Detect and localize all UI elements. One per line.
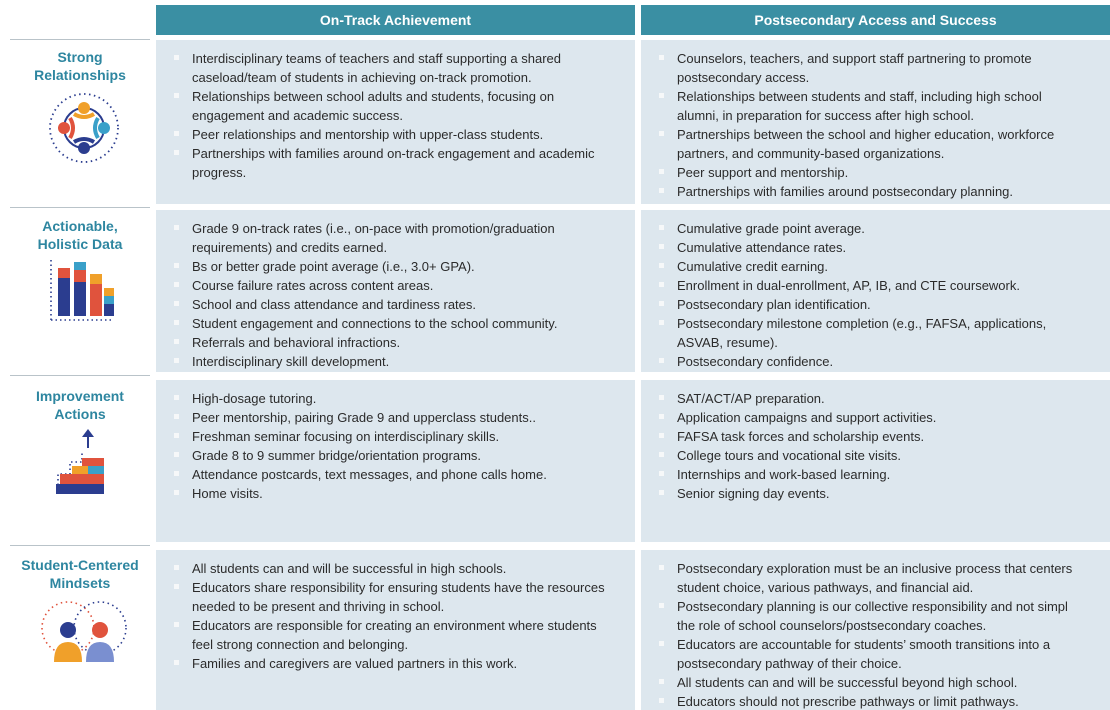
two-people-icon (38, 600, 130, 668)
row-label-line: Improvement (36, 388, 124, 404)
cell-relationships-on-track (156, 40, 635, 204)
list-item: Internships and work-based learning. (677, 465, 1110, 484)
list-item: Postsecondary milestone completion (e.g., FAFSA, applications, ASVAB, resume). (677, 314, 1110, 352)
list-item: Educators share responsibility for ensuring students have the resources needed to be present and thriving in school. (192, 578, 621, 616)
list-item: Freshman seminar focusing on interdisciplinary skills. (192, 427, 621, 446)
list-item: Peer relationships and mentorship with upper-class students. (192, 125, 621, 144)
list-item: Educators are responsible for creating an environment where students feel strong connection and belonging. (192, 616, 621, 654)
list-item: Course failure rates across content areas. (192, 276, 621, 295)
list-item: Interdisciplinary skill development. (192, 352, 621, 371)
list-item: Bs or better grade point average (i.e., 3.0+ GPA). (192, 257, 621, 276)
row-label-actionable-data (10, 217, 150, 253)
list-item: Cumulative credit earning. (677, 257, 1110, 276)
row-label-line: Mindsets (49, 575, 111, 591)
column-header-on-track: On-Track Achievement (156, 5, 635, 35)
list-item: Attendance postcards, text messages, and phone calls home. (192, 465, 621, 484)
list-item: School and class attendance and tardiness rates. (192, 295, 621, 314)
list-item: Postsecondary planning is our collective responsibility and not simpl the role of school counselors/postsecondary coaches. (677, 597, 1110, 635)
row-divider (10, 207, 150, 208)
row-label-line: Actions (54, 406, 106, 422)
list-item: Student engagement and connections to the school community. (192, 314, 621, 333)
row-label-line: Actionable, (42, 218, 118, 234)
row-label-line: Relationships (34, 67, 126, 83)
list-item: Partnerships between the school and higher education, workforce partners, and community-based organizations. (677, 125, 1110, 163)
people-circle-icon (46, 90, 122, 166)
row-label-strong-relationships (10, 48, 150, 84)
list-item: Interdisciplinary teams of teachers and staff supporting a shared caseload/team of students in achieving on-track promotion. (192, 49, 621, 87)
stairs-arrow-icon (52, 428, 110, 498)
list-item: Home visits. (192, 484, 621, 503)
list-item: Postsecondary plan identification. (677, 295, 1110, 314)
list-item: Educators are accountable for students’ smooth transitions into a postsecondary pathway of their choice. (677, 635, 1110, 673)
row-label-line: Student-Centered (21, 557, 139, 573)
list-item: Partnerships with families around on-track engagement and academic progress. (192, 144, 621, 182)
list-item: Enrollment in dual-enrollment, AP, IB, and CTE coursework. (677, 276, 1110, 295)
list-item: Referrals and behavioral infractions. (192, 333, 621, 352)
list-item: Partnerships with families around postsecondary planning. (677, 182, 1110, 201)
list-item: Educators should not prescribe pathways or limit pathways. (677, 692, 1110, 710)
list-item: Grade 9 on-track rates (i.e., on-pace with promotion/graduation requirements) and credits earned. (192, 219, 621, 257)
cell-data-on-track (156, 210, 635, 372)
list-item: All students can and will be successful in high schools. (192, 559, 621, 578)
cell-actions-on-track (156, 380, 635, 542)
list-item: Peer mentorship, pairing Grade 9 and upperclass students.. (192, 408, 621, 427)
row-label-line: Holistic Data (37, 236, 123, 252)
list-item: Relationships between students and staff, including high school alumni, in preparation for success after high school. (677, 87, 1110, 125)
list-item: Postsecondary confidence. (677, 352, 1110, 371)
list-item: Relationships between school adults and students, focusing on engagement and academic success. (192, 87, 621, 125)
list-item: Cumulative attendance rates. (677, 238, 1110, 257)
row-label-improvement-actions (10, 387, 150, 423)
list-item: FAFSA task forces and scholarship events. (677, 427, 1110, 446)
bar-chart-icon (48, 258, 118, 324)
list-item: All students can and will be successful beyond high school. (677, 673, 1110, 692)
column-header-postsecondary: Postsecondary Access and Success (641, 5, 1110, 35)
cell-mindsets-on-track (156, 550, 635, 710)
list-item: Counselors, teachers, and support staff partnering to promote postsecondary access. (677, 49, 1110, 87)
row-divider (10, 39, 150, 40)
list-item: Senior signing day events. (677, 484, 1110, 503)
list-item: Application campaigns and support activities. (677, 408, 1110, 427)
list-item: Cumulative grade point average. (677, 219, 1110, 238)
row-divider (10, 545, 150, 546)
list-item: Postsecondary exploration must be an inclusive process that centers student choice, various pathways, and financial aid. (677, 559, 1110, 597)
list-item: High-dosage tutoring. (192, 389, 621, 408)
list-item: College tours and vocational site visits. (677, 446, 1110, 465)
row-label-line: Strong (57, 49, 103, 65)
list-item: Families and caregivers are valued partners in this work. (192, 654, 621, 673)
cell-relationships-postsecondary (641, 40, 1110, 204)
cell-mindsets-postsecondary (641, 550, 1110, 710)
list-item: Peer support and mentorship. (677, 163, 1110, 182)
row-label-student-centered-mindsets (10, 556, 150, 592)
list-item: Grade 8 to 9 summer bridge/orientation programs. (192, 446, 621, 465)
list-item: SAT/ACT/AP preparation. (677, 389, 1110, 408)
row-divider (10, 375, 150, 376)
cell-data-postsecondary (641, 210, 1110, 372)
cell-actions-postsecondary (641, 380, 1110, 542)
